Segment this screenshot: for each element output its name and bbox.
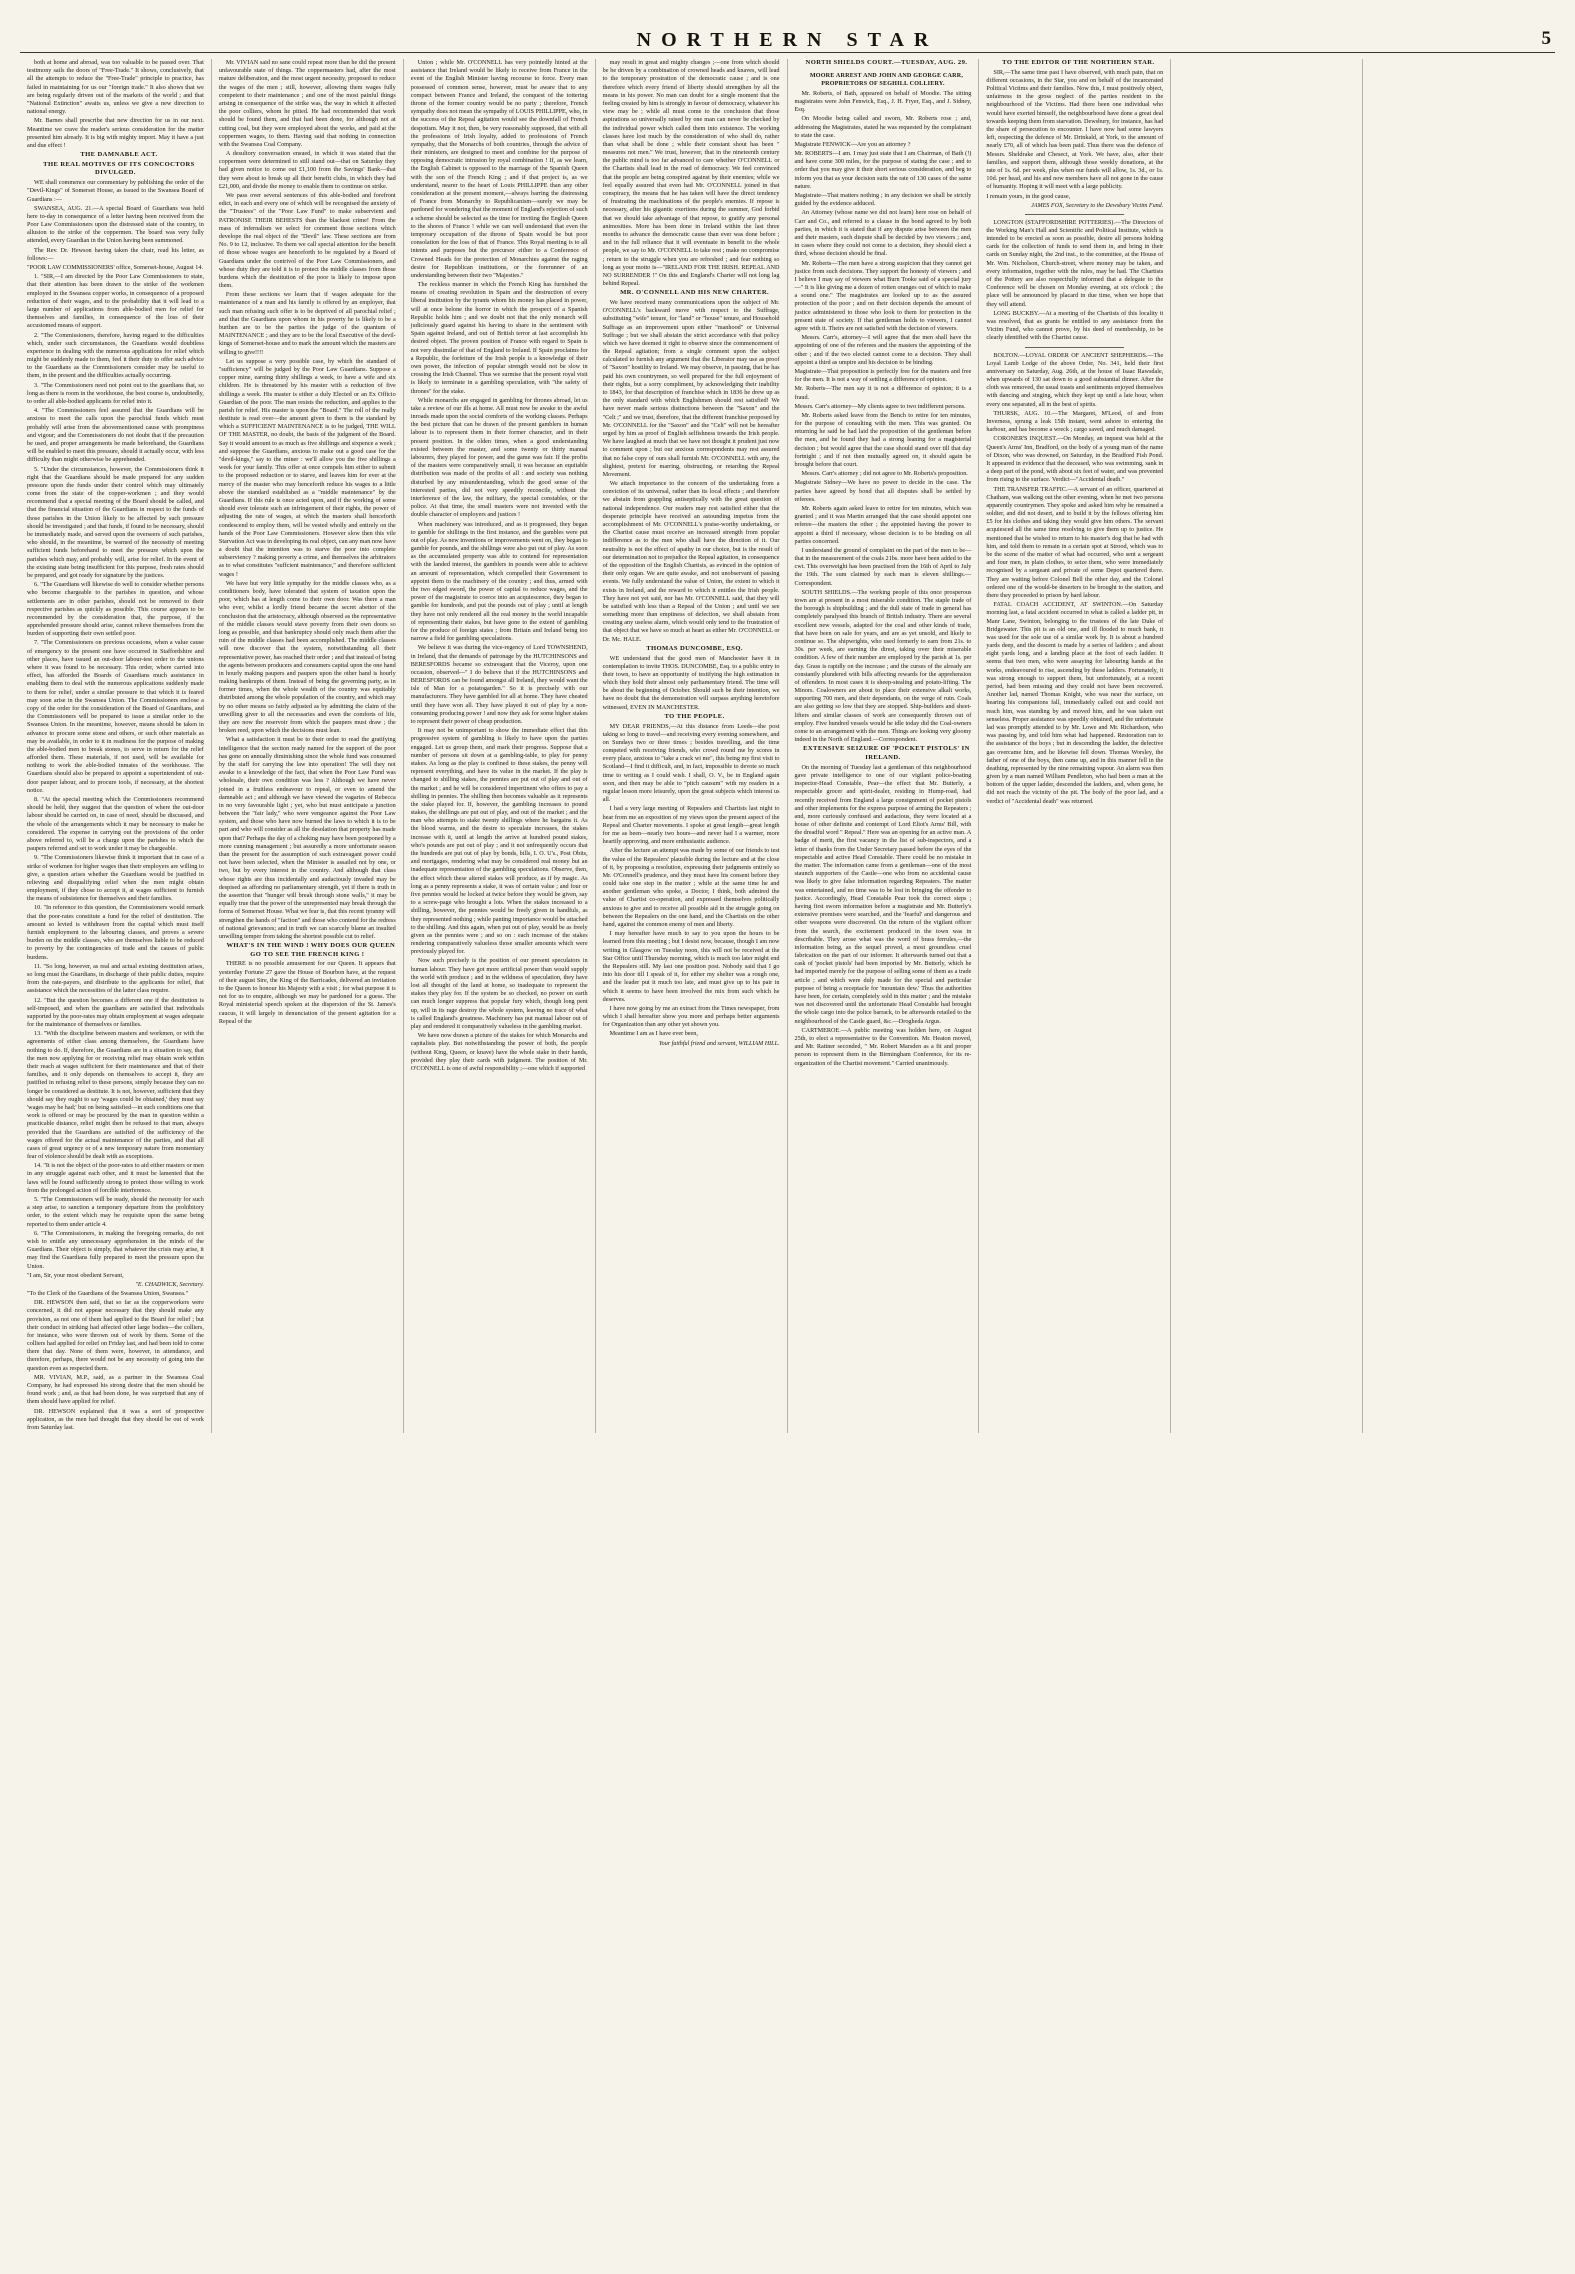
text-column [788,59,980,1433]
paragraph: Union ; while Mr. O'CONNELL has very pointedly hinted at the assistance that Ireland would be likely to receive from France in the event of the English Minister having recourse to force. Every man possessed of common sense, however, must be aware that to any compact between France and Ireland, the conquest of the tottering throne of the former country would be no party ; therefore, French sympathy does not mean the sympathy of LOUIS PHILLIPPE, who, in the success of the Repeal agitation would see the downfall of French despotism. May it not, then, be very reasonably supposed, that with all the professions of Irish loyalty, added to professions of French sympathy, that the Monarchs of both countries, through the advice of their ministers, are designed to meet and combine for the purpose of opposing democratic intrusion by royal combination ! If, as we learn, the English Cabinet is opposed to the marriage of the Spanish Queen with the son of the French King ; and if that project is, as we understand, nearer to the heart of Louis PHILLIPPE than any other consideration at the present moment,—always barring the distressing of France from Monarchy to Republicanism—surely we may be pardoned for wondering that the moment of England's rejection of such a scheme should be selected as the time for inviting the English Queen to the shores of France ! while we can well understand that even the temporary occupation of the throne of Spain would be but poor consolation for the loss of that of France. This Royal meeting is to all intents and purposes but the precursor either to a Conference of Crowned Heads for the protection of Monarchies against the raging desire for Republican institutions, or the forerunner of an understanding between their two "Majesties." [410,59,588,279]
paragraph: THE TRANSFER TRAFFIC.—A servant of an officer, quartered at Chatham, was walking out the other evening, when he met two persons apparently countrymen. They spoke and asked him why he remained a soldier, and did not desert, and to build it by the fellows offering him £5 for his clothes and taking they would give him others. The servant acquiesced all the same time resolving to give them up to justice. He mentioned that he wished to return to his master's dog that he had with him, and told them to remain in a certain spot at Strood, which was to be the scene of the matter of what had occurred, who sent a sergeant and four men, in plain clothes, to seize them, who were immediately recognised by a sergeant and private of some Depot quartered there. They are waiting before Colonel Bell the other day, and the Colonel ordered one of the would-be deserters to be brought to the station, and there they proceeded to prison by hard labour. [986,485,1164,599]
paragraph: CORONER'S INQUEST.—On Monday, an inquest was held at the Queen's Arms' Inn, Bradford, on the body of a young man of the name of Dixon, who was drowned, on Saturday, in the Bradford Fish Pond. It appeared in evidence that the deceased, who was swimming, sank in a deep part of the pond, with about six feet of water, and was prevented from rising to the surface. Verdict—"Accidental death." [986,435,1164,484]
paragraph: 9. "The Commissioners likewise think it important that in case of a strike of workmen for higher wages than their employers are willing to give, a question arises whether the Guardians would be justified in relieving and disqualifying relief when the men might obtain employment, if they chose to accept it, at wages sufficient to furnish the means of subsistence for themselves and their families. [27,854,204,903]
paragraph: We pass over several sentences of this able-bodied and forefront edict, in each and every one of which will be recognised the anxiety of the "Trustees" of the "Poor Law Fund" to make subservient and PATRONISE THEIR BEHESTS than the blackest crime! From the mass of infernalism we select for comment those sections which develope the real object of the "Devil" law. These sections are from No. 9 to 12, inclusive. To them we call special attention for the benefit of those whose wages are henceforth to be regulated by a Board of Guardians under the contrivol of the Poor Law Commissioners, and whose duty they are told it is to protect the middle classes from those burdens which the destitution of the poor is likely to impose upon them. [218,192,396,290]
section-divider [1025,214,1124,215]
text-column [404,59,596,1433]
paragraph: Let us suppose a very possible case, by which the standard of "sufficiency" will be judged by the Poor Law Guardians. Suppose a copper mine, earning thirty shillings a week, to have a wife and six children. He is threatened by his master with a reduction of five shillings a week. His master is either a duly Elected or an Ex Officio Guardian of the poor. The man resists the reduction, and applies to the parish for relief. His master is upon the "Board." The roll of the really destitute is read over—the amount given to them is the standard by which a SUFFICIENT MAINTENANCE is to be judged, THE WILL OF THE MASTER, no doubt, the basis of the judgment of the Board. Say it would amount to as much as five shillings and sixpence a week ; and suppose the Guardians, anxious to make out a good case for the "devil-kings," say to the miner : we'll allow you the five shillings a week for your family. This offer at once compels him either to submit to the proposed reduction or to starve, and leaves him for ever at the mercy of the master who may henceforth reduce his wages to a little above the standard established as a "middle maintenance" by the Guardians. If this rule is once acted upon, and if the working of some should ever tolerate such an infringement of their rights, the power of adjusting the rate of wages, at which the masters shall henceforth condescend to employ them, will be vested wholly and entirely on the hands of the Poor Law Commissioners. However slow then this vile Starvation Act was in developing its real object, can any man now have a doubt that the intention was to starve the poor into complete subserviency ? making poverty a crime, and themselves the arbitrators as to what constitutes "suffcient maintenance," and therefore sufficient wages ! [218,357,396,578]
section-heading: THOMAS DUNCOMBE, ESQ. [646,644,743,652]
paragraph: both at home and abroad, was too valuable to be passed over. That testimony sails the doors of "Free-Trade." It shows, conclusively, that all the attempts to reduce the "Free-Trade" principle to practice, has failed in maintaining for us our "foreign trade." It also shows that we are being regularly driven out of the markets of the world ; and that "National Extinction" awaits us, unless we give a new direction to national energy. [27,59,204,116]
text-column [979,59,1171,1433]
paragraph: 14. "It is not the object of the poor-rates to aid either masters or men in any struggle against each other, and it must be lamented that the laws will be found sufficiently strong to protect those willing to work from the prolonged action of forcible interference. [27,1162,204,1194]
section-heading: EXTENSIVE SEIZURE OF 'POCKET PISTOLS' IN IRELAND. [803,745,970,762]
paragraph: Messrs. Carr's, attorney—I will agree that the men shall have the appointing of one of the referees and the masters the appointing of the other ; and if the two elected cannot come to a decision. They shall appoint a third as umpire and his decision to be binding. [794,334,972,366]
paragraph: I had a very large meeting of Repealers and Chartists last night to hear from me an exposition of my views upon the present aspect of the Repeal and Charter movements. I spoke at great length—great length for me as been—nearly two hours—and never had I a warmer, more heartily approving, and more enthusiastic audience. [602,805,780,846]
paragraph: 5. "Under the circumstances, however, the Commissioners think it right that the Guardians should be made prepared for any sudden pressure upon the funds under their control which may ultimately come from the state of the copper-workmen ; and they would recommend that a special meeting of the Board should be called, and that the financial situation of the Guardians in respect to the funds of those parishes in the Union likely to be affected by such pressure should be investigated ; and that funds, if found to be necessary, should be immediately made, and served upon the overseers of such parishes, who should, in the meantime, be warned of the necessity of meeting sufficient funds beforehand to meet the pressure which upon the parishes which may, and probably will, arise for relief. In the event of the existing state being insufficient for this purpose, fresh rates should be prepared, and got ready for signature by the justices. [27,465,204,579]
paragraph: 4. "The Commissioners feel assured that the Guardians will be anxious to meet the calls upon the parochial funds which must probably will arise from the abovementioned cause with promptness and vigour; and the Commissioners do not doubt that if the precaution be used, and proper arrangements be made beforehand, the Guardians will be enabled to meet this pressure, should it actually occur, with less difficulty than might otherwise be apprehended. [27,407,204,464]
text-column [212,59,404,1433]
paragraph: MR. VIVIAN, M.P., said, as a partner in the Swansea Coal Company, he had expressed his strong desire that the men should be found work ; and, as that had been done, he was surprised that any of them should have applied for relief. [27,1373,204,1406]
paragraph: I understand the ground of complaint on the part of the men to be—that in the measurement of the coals 21bs. more have been added to the cwt. This overweight has been practised from the 16th of April to July the 19th. The sum claimed by each man is eleven shillings.—Correspondent. [794,546,972,587]
section-heading: TO THE PEOPLE. [664,712,725,720]
paragraph: It may not be unimportant to show the immediate effect that this progressive system of gambling is likely to have upon the parties engaged. Let us group them, and mark their progress. Suppose that a number of persons sit down at a gambling-table, to play for penny stakes. As long as the play is confined to these stakes, the penny will represent everything, and have its value in the market. If the play is changed to shilling stakes, the pennies are put out of play and out of the market ; and he will be considered impertinent who offers to pay a shilling in pennies. The shilling then becomes valuable as it represents the stake played for. If, however, the gambling increases to pound stakes, the shillings are put out of play, and out of the market ; and the man who attempts to stake twenty shillings where he bargains it. As the blood warms, and the desire to speculate increases, the stakes increase with it, until at length the arrive at hundred pound stakes, who's pounds are put out of play ; and it not unfrequently occurs that the hundreds are put out of play by bonds, bills, I. O. U's., Post Obits, and mortgages, rendering what may be considered real money but an inadequate representation of the gambling speculations. Observe, then, the effect which these altered stakes will produce, as if by magic. As long as a penny represents a stake, it was of certain value ; and four or five pennies would be locked at twice before they would be given, say to a screw-page who brought a lots. When the stakes increased to a shilling, however, the pennies would be freely given in handfuls, as they represented nothing ; while panting importance would be attached to the shilling. And this again, when put out of play, would be as freely given as the pennies were ; and so on : each increase of the stakes rendering comparatively valueless those smaller amounts which were previously played for. [410,727,588,956]
paragraph: 8. "At the special meeting which the Commissioners recommend should be held, they suggest that the question of where the out-door labour should be carried on, in case of need, should be discussed, and the whole of the arrangements which it may be necessary to make be considered. The expense in carrying out the provisions of the order above referred to, will be a charge upon the parishes to which the paupers referred and set to work under it may be chargeable. [27,796,204,853]
column-container [20,59,1555,1433]
paragraph: THURSK, AUG. 10.—The Margaret, M'Leod, of and from Inverness, sprung a leak 15th instant, went ashore to entering the harbour, and has become a wreck ; cargo saved, and much damaged. [986,409,1164,434]
paragraph: Mr. ROBERTS—I am. I may just state that I am Chairman, of Bath (!) and have come 300 miles, for the purpose of stating the case ; and to order that you may give it their short serious consideration, and beg to inform you that as your decision suits the rate of 130 cases of the same nature. [794,150,972,190]
paragraph: 2. "The Commissioners, therefore, having regard to the difficulties which, under such circumstances, the Guardians would doubtless experience in dealing with the numerous applications for relief which might be suddenly made to them, feel it their duty to offer such advice to the Guardians as the Commissioners consider may be useful to them, in the present and the difficulties actually occurring. [27,331,204,380]
paragraph: From these sections we learn that if wages adequate for the maintenance of a man and his family is offered by an employer, that such man refusing such offer is to be deprived of all parochial relief ; and that the Guardians upon whom in his poverty he is likely to be a burthen are to be the parties the judge of the quantum of MAINTENANCE ; and they are to be the local Executive of the devil-kings of Somerset-house and to mark the amount which the masters are willing to give!!!! [218,291,396,356]
paragraph: The reckless manner in which the French King has furnished the means of creating revolution in Spain and the destruction of every liberal institution by the tyrants whom his money has placed in power, will at once belone the horror in which the prospect of a Spanish Republic holds him ; and we doubt not that the only monarch will judiciously guard against his having to share in the sentiment with Spain against Ireland, and out of British terror at last accomplish his desired object. The proven position of France with regard to Spain is not very dissimilar of that of England to Ireland. If Spain proclaims for a Republic, the forfeiture of the Irish people is a knowledge of their own power, the infection of popular strength would not be slow in crossing the Irish Channel. Thus we surmise that the present royal visit is likely to terminate in a gambling speculation, with "the safety of thrones" for the stake. [410,281,588,395]
signature: Your faithful friend and servant, WILLIAM HILL. [658,1040,780,1047]
section-heading: MR. O'CONNELL AND HIS NEW CHARTER. [620,289,770,297]
text-column [596,59,788,1433]
paragraph: We have now drawn a picture of the stakes for which Monarchs and capitalists play. But notwithstanding the power of both, the people (without King, Queen, or knave) have the whole stake in their hands, provided they play their cards with judgment. The position of Mr. O'CONNELL is one of awful responsibility ;—one which if supported [410,1032,588,1072]
paragraph: SWANSEA, AUG. 21.—A special Board of Guardians was held here to-day in consequence of a letter having been received from the Poor Law Commissioners upon the distressed state of the country, in allusion to the strike of the coppermen. The board was very fully attended, every Guardian in the Union having been summoned. [27,204,204,245]
paragraph: An Attorney (whose name we did not learn) here rose on behalf of Carr and Co., and referred to a clause in the bond agreed to by both parties, in which it is stated that if any dispute arise between the men and their masters, such dispute shall be decided by two viewers ; and, in cases where they could not come to a decision, they should elect a third, whose decision should be final. [794,209,972,258]
paragraph: While monarchs are engaged in gambling for thrones abroad, let us take a review of our ills at home. All must now be awake to the awful inroads made upon the social comforts of the working classes. Perhaps the best picture that can be drawn of the present gamblers in human labour is to represent them in their former character, and in their present position. In the olden times, when a good understanding existed between the master, and some twenty or thirty manual labourers, they played for power, and the game was fair. If the profits of the masters were comparatively small, it was because an equitable distribution was made of the profits of all : and society was nothing disturbed by any misunderstanding, which the good sense of the interested parties, did not very speedily reconcile, without the interference of the law, the military, the special constables, or the police. At that time, the small masters were not invested with the double character of employers and justices ! [410,396,588,519]
paragraph: I have now going by me an extract from the Times newspaper, from which I shall hereafter show you more and perhaps better arguments for Organization than any other yet shown you. [602,1004,780,1029]
paragraph: Mr. Roberts again asked leave to retire for ten minutes, which was granted ; and it was Martin arranged that the case should appoint one referee—the masters the other ; the appointed having the power to appoint a third if necessary, whose decision is to be binding on all parties concerned. [794,504,972,545]
signature: JAMES FOX, Secretary to the Dewsbury Victim Fund. [1031,202,1164,209]
text-column [20,59,212,1433]
paragraph: Mr. Roberts—The men have a strong suspicion that they cannot get justice from such decisions. They support the honesty of viewers ; and I believe I may say of viewers what Burn Tooke said of a special jury—" It is like giving me a dozen of rotten oranges out of which to make a sound one." The magistrates are looked up to as the assured protection of the poor ; and on their decision depends the amount of justice administered to those who look to them for protection in the present state of society. If that gentleman holds to viewers, I cannot agree with it. Theirs are not satisfied with the decision of viewers. [794,259,972,333]
text-column [1363,59,1555,1433]
paragraph: Messrs. Carr's attorney ; did not agree to Mr. Roberts's proposition. [801,470,968,478]
paragraph: WE understand that the good men of Manchester have it in contemplation to invite THOS. DUNCOMBE, Esq. to a public entry to their town, to have an opportunity of testifying the high estimation in which they hold their almost only parliamentary friend. The time will be about the beginning of October. Should such be their intention, we have no doubt that the demonstration will surpass anything heretofore witnessed, EVEN IN MANCHESTER. [602,654,780,711]
section-heading: TO THE EDITOR OF THE NORTHERN STAR. [1002,59,1155,66]
paragraph: DR. HEWSON then said, that so far as the copperworkers were concerned, it did not appear necessary that they should make any provision, as not one of them had applied to the Board for relief ; but their conduct in striking had affected other large bodies—the colliers, for instance, who were thrown out of work by them. Some of the colliers had applied for relief on Friday last, and had been told to come there that day. None of them were, however, in attendance, and therefore, perhaps, there would not be any necessity of going into the question even as respected them. [27,1299,204,1372]
paragraph: "I am, Sir, your most obedient Servant, [27,1271,124,1279]
paragraph: "To the Clerk of the Guardians of the Swansea Union, Swansea." [27,1289,188,1297]
text-column [1171,59,1363,1433]
paragraph: Messrs. Carr's attorney—My clients agree to two indifferent persons. [794,402,966,410]
page-title: NORTHERN STAR [636,29,939,51]
paragraph: When machinery was introduced, and as it progressed, they began to gamble for shillings in the first instance, and the gambles were put out of play. As new inventions or improvements went on, they began to gamble for pounds, and the shillings were also put out of play. As soon as the accumulated property was able to contend for representation with the landed interest, the gamblers in pounds were able to achieve an amount of representation, which compelled their Government to appoint them to the machinery of the country ; and thus, armed with the two edged sword, the power of capital to reduce wages, and the power of the magistrate to coerce into an acquiescence, they began to gamble for hundreds, and put the pounds out of play ; until at length they have not only rendered all the real money in the world incapable of representing their stakes, but have gone to the extent of gambling for the produce of foreign states ; from Britain and Ireland being too narrow a field for gambling speculations. [410,520,588,643]
paragraph: SIR,—The same time past I have observed, with much pain, that on different occasions, in the Star, you and on behalf of the incarcerated Political Victims and their families. Now this, I must positively object, unfairness in the gross neglect of the parties resident in the neighbourhood of the Victims. Had there been one individual who would have exerted himself, the neighbourhood have done a great deal towards keeping them from starvation. Dewsbury, for instance, has had the share of persecution to encounter. I have now had some lawyers left, respecting the defence of Mr. Drinkald, at York, to the amount of nearly £70, all of which has been paid. Thus there was the defence of Messrs. Sheldrake and Chesect, at York. We have, also, after their families, and support them, although those weekly donations, at the rate of 1s. 6d. per week, plus when our funds will allow, 1s. 3d., or 1s. 10d. per head, and his and now members have all not gone in the cause of humanity. Hoping it will meet with a large publicity. [986,68,1164,191]
paragraph: We believe it was during the vice-regency of Lord TOWNSHEND, in Ireland, that the demands of patronage by the HUTCHINSONS and BERESFORDS became so extravagant that the Viceroy, upon one occasion, observed—" I do believe that if the HUTCHINSONS and BERESFORDS can be found amongst all Ireland, they would want the isle of Man for a potatogarden." So it is precisely with our manufacturers. They have gambled for all at home. They have cheated until they have won all. They have played it out of play by a non-consuming producing power ! and now they ask for some higher stakes to represent their power of cheap production. [410,644,588,725]
section-divider [1025,347,1124,348]
paragraph: Mr. Roberts, of Bath, appeared on behalf of Moodie. The sitting magistrates were John Fenwick, Esq., J. H. Fryer, Esq., and J. Sidney, Esq. [794,89,972,114]
masthead [20,18,1555,53]
paragraph: 3. "The Commissioners need not point out to the guardians that, so long as there is room in the workhouse, the best course is, undoubtedly, to order all able-bodied applicants for relief into it. [27,381,204,406]
paragraph: THERE is no possible amusement for our Queen. It appears that yesterday Fortune 27 gave the House of Bourbon have, at the request of their august Sire, the King of the Barricades, delivered an invitation to the Queen to honour his Majesty with a visit ; for what purpose it is not for us to enquire, although we may be pardoned for a guess. The Royal ministerial speech spoken at the dispersion of the St. James's caucus, it will largely in denunciation of the present agitation for a Repeal of the [218,960,396,1025]
paragraph: After the lecture an attempt was made by some of our friends to test the value of the Repealers' plausible during the lecture and at the close of it, by proposing a resolution, expressing their judgments entirely so Mr. O'Connell's prudence, and they must have his consent before they could take one step in the matter ; while at the same time he and another gentleman who spoke, a Doctor, I think, both admired the value of Chartist co-operation, and expressed themselves politically anxious to give and to receive all possible aid in the struggle going on between the Repealers on the one hand, and the Chartists on the other hand, against the common enemy of men and liberty. [602,847,780,929]
paragraph: On the morning of Tuesday last a gentleman of this neighbourhood gave private intelligence to one of our vigilant police-boating inspector-Head Constable, Pear—the effect that Mr. Butterly, a respectable grocer and spirit-dealer, residing in Hump-road, had recently received from England a large consignment of pocket pistols and other implements for the express purpose of arming the Repeaters ; and, more curiously confused and audacious, they were located at a house of other definite and contempt of Lord Eliot's Arms' Bill, with the dreadful word " Repeal." Here was an opening for an active man. A badge of merit, the first vacancy in the list of sub-inspectors, and a letter of thanks from the Under Secretary passed before the eyes of the respectable and active Head Constable. There could be no mistake in the matter. The information came from a gentleman—one of the most staunch supporters of the Castle—one who from no accidental cause was likely to give false information regarding Repeaters. The matter was entertained, and no time was to be lost in bringing the offender to justice. Accordingly, Head Constable Pear took the correct steps ; having first sworn information before a magistrate and Mr. Butterly's extensive premises were searched, and the 'fearful' and dangerous and other weapons were discovered. On the return of the vigilant officer from the search, the excitement produced in the town was in describable. They arose what was the word of brass ferrules,—the information being, as the sequel proved, a most groundless cruel fabrication on the part of our informer. It afterwards turned out that a cask of 'pocket pistols' had been imported by Mr. Butterly, which he had imported merely for the purpose of selling some of them as a trade article ; and which were duly made for the special and particular purpose of being a receptacle for 'mountain dew.' Thus the authorities have been, for certain, completely sold in this matter ; and the mistake was not discovered until the unfortunate Head Constable had brought the whole cargo into the police barrack, to be afterwards retailed to the neighbourhood of the Castle guard, &c.—Drogheda Argus. [794,763,972,1025]
section-heading: WHAT'S IN THE WIND ! WHY DOES OUR QUEEN GO TO SEE THE FRENCH KING ! [226,942,396,958]
page-number: 5 [1541,28,1551,49]
paragraph: We attach importance to the concern of the undertaking from a conviction of its universal, rather than its local effects ; and therefore we abstain from grappling antiseptically with the great question of national independence. Our readers may rest satisfied either that the desperate principle have received an astounding impetus from the accomplishment of Mr. O'CONNELL's praise-worthy undertaking, or the Chartist cause must receive an increased strength from popular indifference as to the men who shall have the direction of it. Our neutrality is not the effect of apathy in our choice, but is the result of our determination not to prejudice the Repeal agitation, in consequence of the opposition of the English Chartists, as evinced in the opinion of their only organ. We are quite awake, and not unobservant of passing events. We fully understand the value of Union, the extent to which it exists in Ireland, and the reward to which it entitles the Irish people. They have not yet said, nor has Mr. O'CONNELL said, that they will be satisfied with less than a Repeal of the Union ; and until we see something more than emptiness of defection, we shall abstain from creating any useless alarm, which would only tend to the frustration of that object that we have so much at heart as either Mr. O'CONNELL or Dr. Mc. HALE. [602,480,780,643]
paragraph: LONGTON (STAFFORDSHIRE POTTERIES).—The Directors of the Working Man's Hall and Scientific and Political Institute, which is intended to be erected as soon as possible, desire all persons holding cards for the collection of funds to send them in, and bring in their cards on Sunday night, the 2nd inst., to the committee, at the House of Mr. Wm. Nicholson, Church-street, where money may be taken, and every information, together with the rules, may be had. The Chartists of the Pottery are also respectfully informed that a delegate to the Conference will be chosen on Monday evening, at six o'clock ; the place will be announced by placard in due time, when we hope that they will attend. [986,218,1164,308]
section-subheading: MOORE ARREST AND JOHN AND GEORGE CARR, PROPRIETORS OF SEGHILL COLLIERY. [809,72,964,87]
paragraph: What a satisfaction it must be to their order to read the gratifying intelligence that the section ready named for the support of the poor has gone on annually diminishing since the whole fund was consumed by the staff for carrying the law into operation! The will they not awake to a knowledge of the fact, that when the Poor Law Fund was wholesale, their own condition was less ? Although we have never joined in a fruitless endeavour to repeal, or even to amend the damnable act ; and although we have viewed the vagaries of Rebecca in no very favourable light ; yet, who but must anticipate a junction between the "fair lady," who were vengeance against the Poor Law system, and those who have now burned the laws to which it is to be part and who will consider as all the desolation that property has made upon that? Perhaps the day of a choking may have been postponed by a more cunning management ; but assuredly a more unfortunate season than the present for the assumption of such extravagant power could not have been selected, when the Minister is assailed not by one, or two, but by every interest in the country. And although that class whose rights are thus incidentally and audaciously invaded may be despised as affording no parliamentary strength, yet if there is truth in the assertion that "hunger will break through stone walls," it may be equally true that the power of the unrepresented may break through the forms of Somerset House. What we fear is, that this recent tyranny will strengthen the hands of "faction" and those who contend for the redress of national grievances; and in truth we can scarcely blame an insulted unwilling temper from taking the shortest possible cut to relief. [218,736,396,940]
paragraph: WE shall commence our commentary by publishing the order of the "Devil-Kings" of Somerset House, as issued to the Swansea Board of Guardians :— [27,179,204,203]
paragraph: I may hereafter have much to say to you upon the hours to be learned from this meeting ; but I desist now, because, though I am now writing in Glasgow on Tuesday noon, this will not be received at the Star Office until Thursday morning, which is much too later might end the Repealers still. My last one position post. Nobody said that I go into his door till I speak of it, for either my shelter was a rough one, and the leader put it much too late, and must give up to his pair in which it seems to have been involved the mix from such which he deserves. [602,930,780,1003]
paragraph: CARTMEROE.—A public meeting was holden here, on August 25th, to elect a representative to the Convention. Mr. Heaton moved, and Mr. Rattner seconded, " Mr. Robert Marsden as a fit and proper person to represent them in the Birmingham Conference, for its re-organization of the Chartist movement." Carried unanimously. [794,1026,972,1067]
paragraph: Magistrate—That matters nothing ; in any decision we shall be strictly guided by the evidence adduced. [794,192,972,208]
paragraph: The Rev. Dr. Hewson having taken the chair, read his letter, as follows:— [27,246,204,262]
paragraph: 1. "SIR,—I am directed by the Poor Law Commissioners to state, that their attention has been drawn to the strike of the workmen employed in the Swansea copper works, in consequence of a proposed reduction of their wages, and to the probability that it will lead to a large number of applications from able-bodied men for relief for themselves and families, in consequence of the loss of their accustomed means of support. [27,273,204,330]
paragraph: Mr. Roberts—The men say it is not a difference of opinion; it is a fraud. [794,385,972,401]
paragraph: A desultory conversation ensued, in which it was stated that the coppermen were determined to still stand out—that on Saturday they had given notice to come out £1,100 from the Savings' Bank—that they were about to break up all their benefit clubs, in which they had £21,000, and divide the money to enable them to continue on strike. [218,150,396,190]
paragraph: 6. "The Guardians will likewise do well to consider whether persons who become chargeable to the parishes in question, and whose settlements are in other parishes, should not be removed to their respective parishes as quickly as possible. This course appears to be recommended by the consideration that, the purpose, if the apprehended pressure should arise, cannot relieve themselves from the burden of supporting their own settled poor. [27,581,204,638]
paragraph: Magistrate FENWICK—Are you an attorney ? [794,140,911,148]
paragraph: FATAL COACH ACCIDENT, AT SWINTON.—On Saturday morning last, a fatal accident occurred in what is called a ladder pit, in Manr Lane, Swinton, belonging to the trustees of the late Duke of Bridgewater. This pit is an old one, and ill flooded to much bank, it was used for the sole use of a similar work by. It is about a hundred yards deep, and the descent is made by a series of ladders ; and about eight yards long, and a landing place at the foot of each ladder. It seems that two men, who were assaying for labouring hands at the works, endeavoured to rise, ascending by these ladders. Fortunately, it was strong enough to support them, but unfortunately, at a recent period, had been missing and they could not have been recovered. Another lad, named Thomas Knight, who was near the surface, on hearing his companions fall, immediately called out and could not reach him, was standing by and moved him, and he was taken out senseless. Proper assistance was speedily obtained, and the unfortunate lad was promptly attended to by Mr. Lowe and Mr. Richardson, who was passing by, and told him what had happened. Restoration ran to the assistance of the boys ; but in descending the ladder, the defective gas overcame him, and he likewise fell down. Thomas Worsley, the father of one of the boys, then came up, and in this manner fell in the deathing, represented by the nine remaining vapour. An alarm was then given by a man named William Pendleton, who had been a man at the bottom of the upper ladder, descended the ladders, and, when gone, he did not reach the vicinity of the pit. The body of the poor lad, and a verdict of "Accidental death" was returned. [986,601,1164,805]
paragraph: 12. "But the question becomes a different one if the destitution is self-imposed, and when the guardians are satisfied that individuals supported by the poor-rates may obtain employment at wages adequate for the maintenance of themselves or families. [27,996,204,1029]
paragraph: 10. "In reference to this question, the Commissioners would remark that the poor-rates constitute a fund for the relief of destitution. The amount so levied is withdrawn from the capital which must itself furnish employment to the labouring classes, and proves a severe burden on the middle classes, who are themselves liable to be reduced to poverty by the contingencies of trade and the causes of public burdens. [27,904,204,961]
paragraph: On Moodie being called and sworn, Mr. Roberts rose ; and, addressing the Magistrates, stated he was requested by the complainant to state the case. [794,115,972,139]
paragraph: We have but very little sympathy for the middle classes who, as a conditioners body, have tolerated that system of taxation upon the poor, which has at length come to their own door. Was there a man who ever, whilst a lordly friend became the secret abettor of the conclusion that the aristocracy, although observed as the representative of the middle classes would stave poverty from their own doors so long as possible, and that bankruptcy should only reach them after the ruin of the middle classes had been accomplished. The middle classes will now discover that the system, notwithstanding all their representative power, has reached their order ; and that instead of being the agents between producers and consumers capital upon the one hand in hourly making paupers and paupers upon the other hand is hourly making bankrupts of them. Instead of being the governing party, as in former times, when the whole wealth of the country was equitably distributed among the whole population of the country, and which may by no other means so fairly adjusted as by admitting the claim of the unwilling giver to all the necessaries and even the comforts of life, they are now the reservoir from which the paupers must draw ; the broken reed, upon which the decisions must lean. [218,579,396,735]
paragraph: Magistrate Sidney—We have no power to decide in the case. The parties have agreed by bond that all disputes shall be settled by referees. [794,479,972,503]
paragraph: We have received many communications upon the subject of Mr. O'CONNELL's backward move with respect to the Suffrage, substituting "wife" tenure, for "land" or "house" tenure, and Household Suffrage as an improvement upon either "manhood" or Universal Suffrage ; but we shall abstain the strict accordance with that policy which we have deemed it right to observe since the commencement of the Repeal agitation; from a single comment upon the subject calculated to furnish any argument that the Liberator may use as proof of "Saxon" hostility to Ireland. We may observe, in passing, that he has paid his own countrymen, so well prepared for the full enjoyment of their rights, but a sorry compliment, by acknowledging their inability to 1843, for that description of franchise which in 1836 he drew up as the only standard with which Englishmen should rest satisfied! We have never made serious distinctions between the "Saxon" and the "Celt ;" and we trust, therefore, that the different franchise proposed by Mr. O'CONNELL for the "Saxon" and the "Celt" will not be hereafter urged by him as proof of English selfishness towards the Irish people. We have laughed at much that we have not thought it prudent just now to comment upon ; but our anxious correspondents may rest assured that no false copy of ours shall furnish Mr. O'CONNELL with any, the slightest, pretext for marring, obstructing, or retarding the Repeal Movement. [602,298,780,478]
paragraph: DR. HEWSON explained that it was a sort of prospective application, as the men had thought that they should be out of work from Saturday last. [27,1407,204,1431]
paragraph: Magistrate—That proposition is perfectly free for the masters and free for the men. It is not a way of settling a difference of opinion. [794,367,972,384]
paragraph: may result in great and mighty changes ;—one from which should be be driven by a combination of crowned heads and knaves, will lead to the temporary prostration of the democratic cause ; and is one therefore which every friend of liberty should strengthen by all the means in his power. No man can doubt for a single moment that the feeling created by him is strongly in favour of democracy, whatever his view may be ; while all must come to the conclusion that those aspirations so universally raised by one man can never be checked by the individual power which called them into existence. The working classes have lost much by the consideration of who shall do, rather than what shall be done ; while their constant shout has been " measures not men." We trust, however, that in the nineteenth century the public mind is too far advanced to care whether O'CONNELL or the Chartists shall lead in the road of democracy. We feel convinced that the people are being conspired against by their enemies; while we feel equally assured that even had Mr. O'CONNELL joined in that conspiracy, the means that he has taken will have the direct tendency of frustrating the machinations of the people's enemies. If repose is necessary, after his gigantic exertions during the summer, God forbid that we should take advantage of that repose, to gratify any personal animosities. More has been done in Ireland within the last three months to advance the democratic cause than ever was done before ; and in the full reliance that it will eventuate in benefit to the whole people, we say to Mr. O'CONNELL to take rest ; make no compromise ; return to the struggle when you are refreshed ; and fear nothing so long as your motto is—"IRELAND FOR THE IRISH. REPEAL AND NO SURRENDER !" On this and England's Charter will not long lag behind Repeal. [602,59,780,288]
paragraph: 13. "With the discipline between masters and workmen, or with the agreements of either class among themselves, the Guardians have nothing to do. If, therefore, the Guardians are in a situation to say, that the men now applying for or receiving relief may obtain work within their reach at wages sufficient for their maintenance and that of their families, and it only depends on themselves to accept it, they are justified in refusing relief to these persons, simply because they can no longer be considered as destitute. It is not, however, sufficient that they should say they ought to say 'wages could be obtained,' they must say 'wages may be had;' but on being satisfied—in such conditions one that work is offered or may be procured by the man in question within a practicable distance, relief might then be refused to that man, always provided that the Guardians are satisfied of the sufficiency of the wages offered for the actual maintenance of the parties, and that all cases of great urgency or of a new temporary nature from momentary fear of violence should be dealt with as exceptions. [27,1030,204,1161]
paragraph: 5. "The Commissioners will be ready, should the necessity for such a step arise, to sanction a temporary departure from the prohibitory order, to the extent which may be requisite upon the same being reported to them under article 4. [27,1196,204,1228]
paragraph: BOLTON.—LOYAL ORDER OF ANCIENT SHEPHERDS.—The Loyal Lamb Lodge of the above Order, No. 341, held their first anniversary on Saturday, Aug. 26th, at the house of Isaac Rawsdale, when upwards of 130 sat down to a good substantial dinner. After the cloth was removed, the usual toasts and sentiments enjoyed themselves with dancing and singing, which they kept up until a late hour, when every one separated, all in the best of spirits. [986,351,1164,408]
paragraph: Meantime I am as I have ever been, [609,1030,698,1038]
paragraph: Now such precisely is the position of our present speculators in human labour. They have got more artificial power than would supply the world with produce ; and in the wildness of speculation, they have lost all thought of the land at home, so inadequate to represent the stakes they play for. If the system be so checked, no power on earth can much longer suppress that popular fury which, though long pent up, will in its rage destroy the whole system, leaving no trace of what is called England's greatness. Machinery has put manual labour out of play and rendered it comparatively valueless in the gambling market. [410,957,588,1030]
section-heading: NORTH SHIELDS COURT.—TUESDAY, AUG. 29. [805,59,968,66]
paragraph: SOUTH SHIELDS.—The working people of this once prosperous town are at present in a most miserable condition. The staple trade of the borough is shipbuilding ; and the dull state of trade in general has completely paralysed this branch of British industry. There are several excellent new vessels, adapted for the coal and other kinds of trade, that have been on sale for years, and are as yet unsold, and likely to continue so. The shipwrights, who used formerly to earn from 21s. to 30s. per week, are earning the direst, taking over their miserable condition. A few of their number are employed by the parish at 1s. per day. Grass is rapidly on the increase ; and the curses of the already are constantly plundered with bills affecting rewards for the apprehension of offenders. In most cases it is sheep-stealing and potato-lifting. The Minors. Coalowners are about to place their extensive alkali works, supporting 700 men, and their dependants, on the verge of ruin. Coals are also getting so low that they are stopped. Ship-builders and sheet-lifters and similar classes of work are consequently thrown out of employ. Five hundred vessels would be idle today did the Coal-owners come to an arrangement with the men. Things are looking very gloomy indeed in the North of England.—Correspondent. [794,588,972,744]
paragraph: "POOR LAW COMMISSIONERS' office, Somerset-house, August 14. [27,264,203,272]
signature: "E. CHADWICK, Secretary. [135,1281,204,1288]
paragraph: 6. "The Commissioners, in making the foregoing remarks, do not wish to entitle any unnecessary apprehension in the minds of the Guardians. Their object is simply, that whatever the crisis may arise, it may find the Guardians fully prepared to meet the pressure upon the Union. [27,1229,204,1270]
paragraph: I remain yours, in the good cause, [986,192,1071,200]
paragraph: 7. "The Commissioners on previous occasions, when a value cause of emergency to the present one have occurred in Staffordshire and other places, have issued an out-door labour-test order to the unions where it was found to be necessary. This order, where carried into effect, has afforded the Boards of Guardians much assistance in enabling them to deal with the numerous applications suddenly made to them for relief, under a similar pressure to that which it is feared may soon arise in the Swansea Union. The Commissioners enclose a copy of the order for the consideration of the Board of Guardians, and the Commissioners will be prepared to issue a similar order to the Swansea Union. In the meantime, however, means should be taken in advance to procure some stone and others, or such other materials as may be available, in order to it in readiness for the purpose of making the able-bodied men to break stones, to serve in return for the relief afforded them. These materials, if not used, will be available for nothing to work the able-bodied inmates of the workhouse. The Guardians should also be prepared to appoint a superintendent of out-door pauper labour, and to procure tools, if necessary, at the shortest notice. [27,639,204,794]
paragraph: MY DEAR FRIENDS,—At this distance from Leeds—the post taking so long to travel—and receiving every evening somewhere, and on Sundays two or three times ; besides travelling, and the time competed with receiving friends, who crowd round me by scores in every place, anxious to "take a crack wi me", this being my first visit to Scotland—I find it difficult, and, in fact, impossible to devote so much time to writing as I could wish. I shall, O. V., be in England again soon, and then may be able to "pitch causum" with my readers in a regular lesson more leisurely, upon the great subjects which interest us all. [602,722,780,804]
section-heading: THE REAL MOTIVES OF ITS CONCOCTORS DIVULGED. [43,160,195,177]
paragraph: LONG BUCKBY.—At a meeting of the Chartists of this locality it was resolved, that as grants be entitled to any assistance from the Victim Fund, who cannot prove, by his deed of membership, to be clearly identified with the Chartist cause. [986,309,1164,342]
paragraph: Mr. Barnes shall prescribe that new direction for us in our next. Meantime we crave the reader's serious consideration for the matter presented him already. It is big with mighty import. May it have a just and due effect ! [27,117,204,149]
paragraph: Mr. VIVIAN said no sane could repeat more than he did the present unfavourable state of things. The coppermasters had, after the most mature deliberation, and the most urgent necessity, proposed to reduce the wages of the men ; still, however, allowing them wages fully competent to their maintenance ; and one of the most painful things arising in consequence of the strike was, the way in which it affected the poor colliers, whom he pitied. He had recommended that work should be found them, and that had been done, for although not at cutting coal, but they were employed about the works, and paid at the coppermen wages, to them. Having said that nothing in connection with the Swansea Coal Company. [218,59,396,148]
paragraph: 11. "So long, however, as real and actual existing destitution arises, so long must the Guardians, in discharge of their public duties, require from the rate-payers, and distribute to the applicants for relief, that assistance which the necessities of the latter class require. [27,962,204,995]
paragraph: Mr. Roberts asked leave from the Bench to retire for ten minutes, for the purpose of consulting with the men. This was granted. On returning he said he had laid the proposition of the gentleman before the men, and he found they had a strong leaning for a magisterial decision ; but would agree that the case should stand over till that day fortnight ; and if not then mutually agreed on, it should again be brought before that court. [794,411,972,469]
section-heading: THE DAMNABLE ACT. [80,151,158,159]
